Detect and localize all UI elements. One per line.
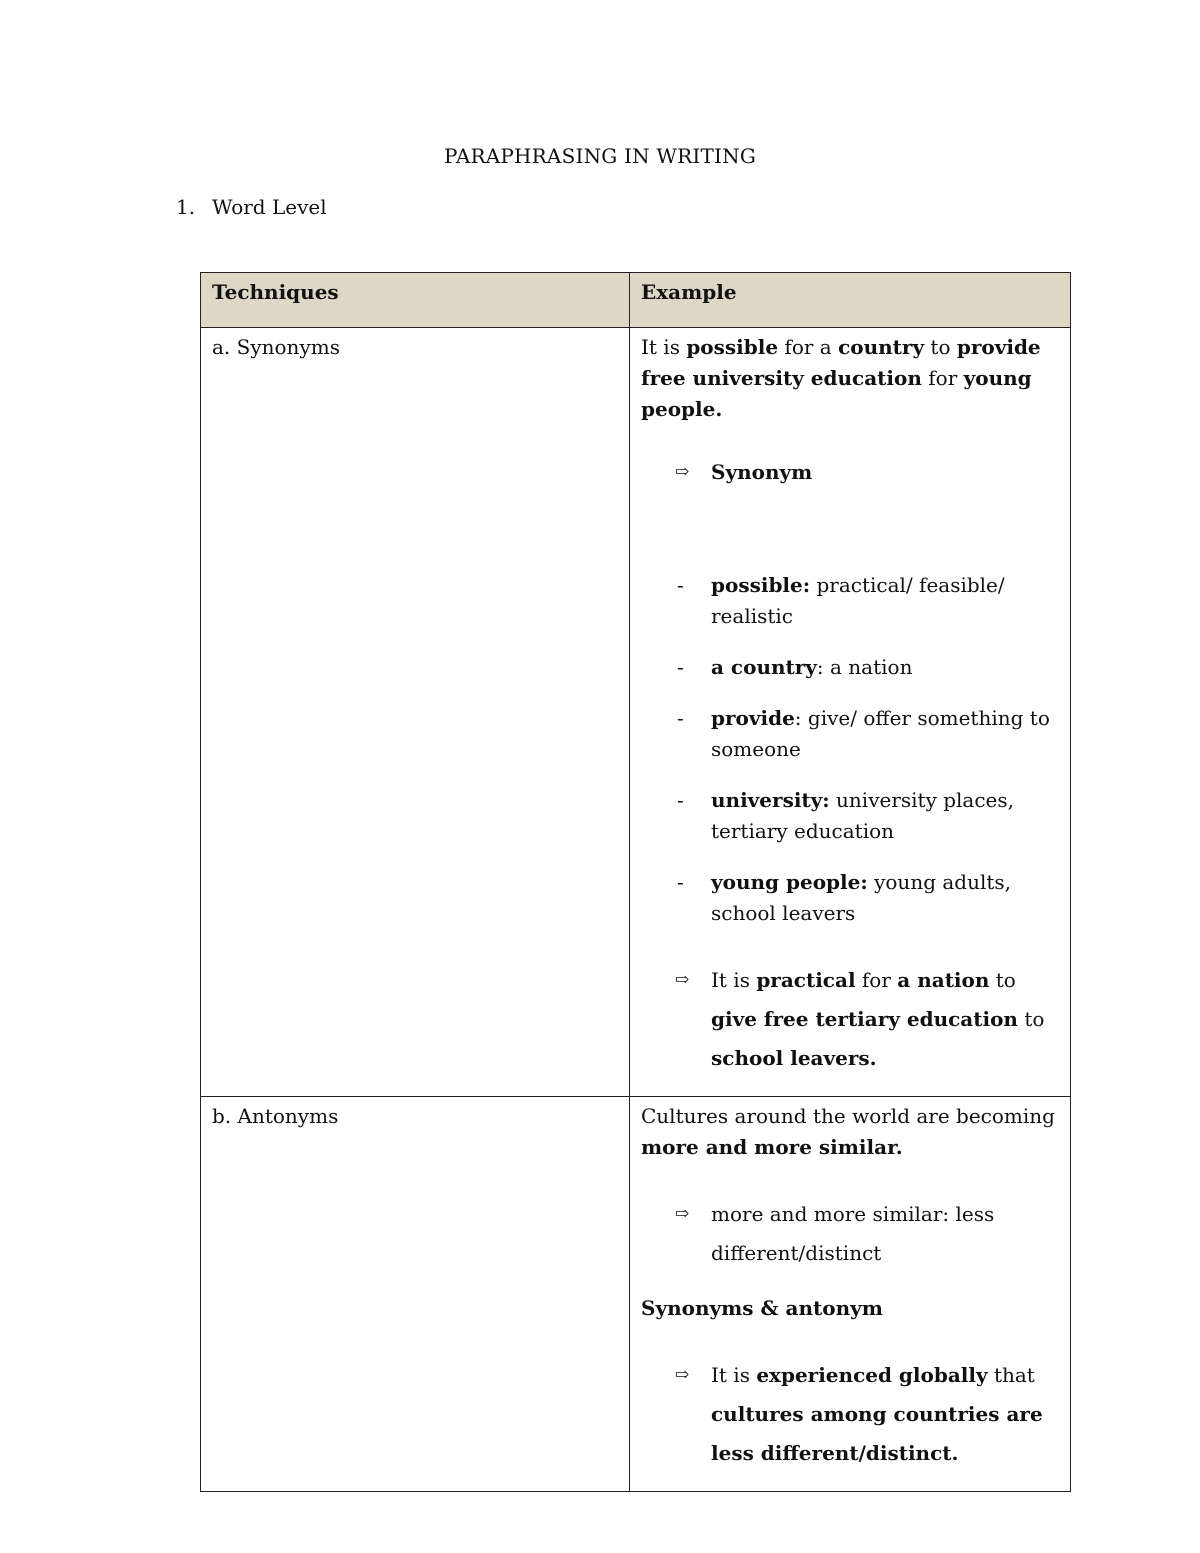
antonyms-sentence: Cultures around the world are becoming more and more similar. bbox=[641, 1104, 1055, 1159]
list-item: - provide: give/ offer something to someone bbox=[641, 703, 1060, 765]
techniques-table bbox=[200, 272, 1071, 1492]
antonyms-subheading: Synonyms & antonym bbox=[641, 1296, 883, 1320]
example-synonyms bbox=[630, 328, 1071, 1097]
dash-bullet: - bbox=[677, 573, 684, 597]
list-item: - possible: practical/ feasible/ realistic bbox=[641, 570, 1060, 632]
arrow-icon: ⇨ bbox=[675, 462, 690, 482]
arrow-icon: ⇨ bbox=[675, 1204, 690, 1224]
section-label: Word Level bbox=[212, 195, 327, 219]
dash-bullet: - bbox=[677, 706, 684, 730]
technique-antonyms: b. Antonyms bbox=[201, 1097, 630, 1492]
example-antonyms bbox=[630, 1097, 1071, 1492]
arrow-icon: ⇨ bbox=[675, 970, 690, 990]
header-techniques: Techniques bbox=[201, 273, 630, 328]
dash-bullet: - bbox=[677, 655, 684, 679]
antonym-result: ⇨ It is experienced globally that cultures among countries are less different/distinct. bbox=[641, 1356, 1060, 1473]
document-title: PARAPHRASING IN WRITING bbox=[444, 144, 756, 168]
dash-bullet: - bbox=[677, 870, 684, 894]
list-item: - young people: young adults, school leavers bbox=[641, 867, 1060, 929]
antonym-arrow-item: ⇨ more and more similar: less different/distinct bbox=[641, 1195, 1060, 1273]
table-row-synonyms bbox=[201, 328, 1071, 1097]
dash-bullet: - bbox=[677, 788, 684, 812]
table-row-antonyms bbox=[201, 1097, 1071, 1492]
section-number: 1. bbox=[176, 195, 196, 219]
arrow-icon: ⇨ bbox=[675, 1365, 690, 1385]
list-item: - a country: a nation bbox=[641, 652, 1060, 683]
section-heading bbox=[176, 195, 327, 219]
table-header-row bbox=[201, 273, 1071, 328]
list-item: - university: university places, tertiary education bbox=[641, 785, 1060, 847]
header-example: Example bbox=[630, 273, 1071, 328]
synonym-result: ⇨ It is practical for a nation to give free tertiary education to school leavers. bbox=[641, 961, 1060, 1078]
synonyms-sentence: It is possible for a country to provide free university education for young people. bbox=[641, 335, 1041, 421]
synonym-arrow-label: ⇨ Synonym bbox=[641, 457, 1060, 488]
technique-synonyms: a. Synonyms bbox=[201, 328, 630, 1097]
